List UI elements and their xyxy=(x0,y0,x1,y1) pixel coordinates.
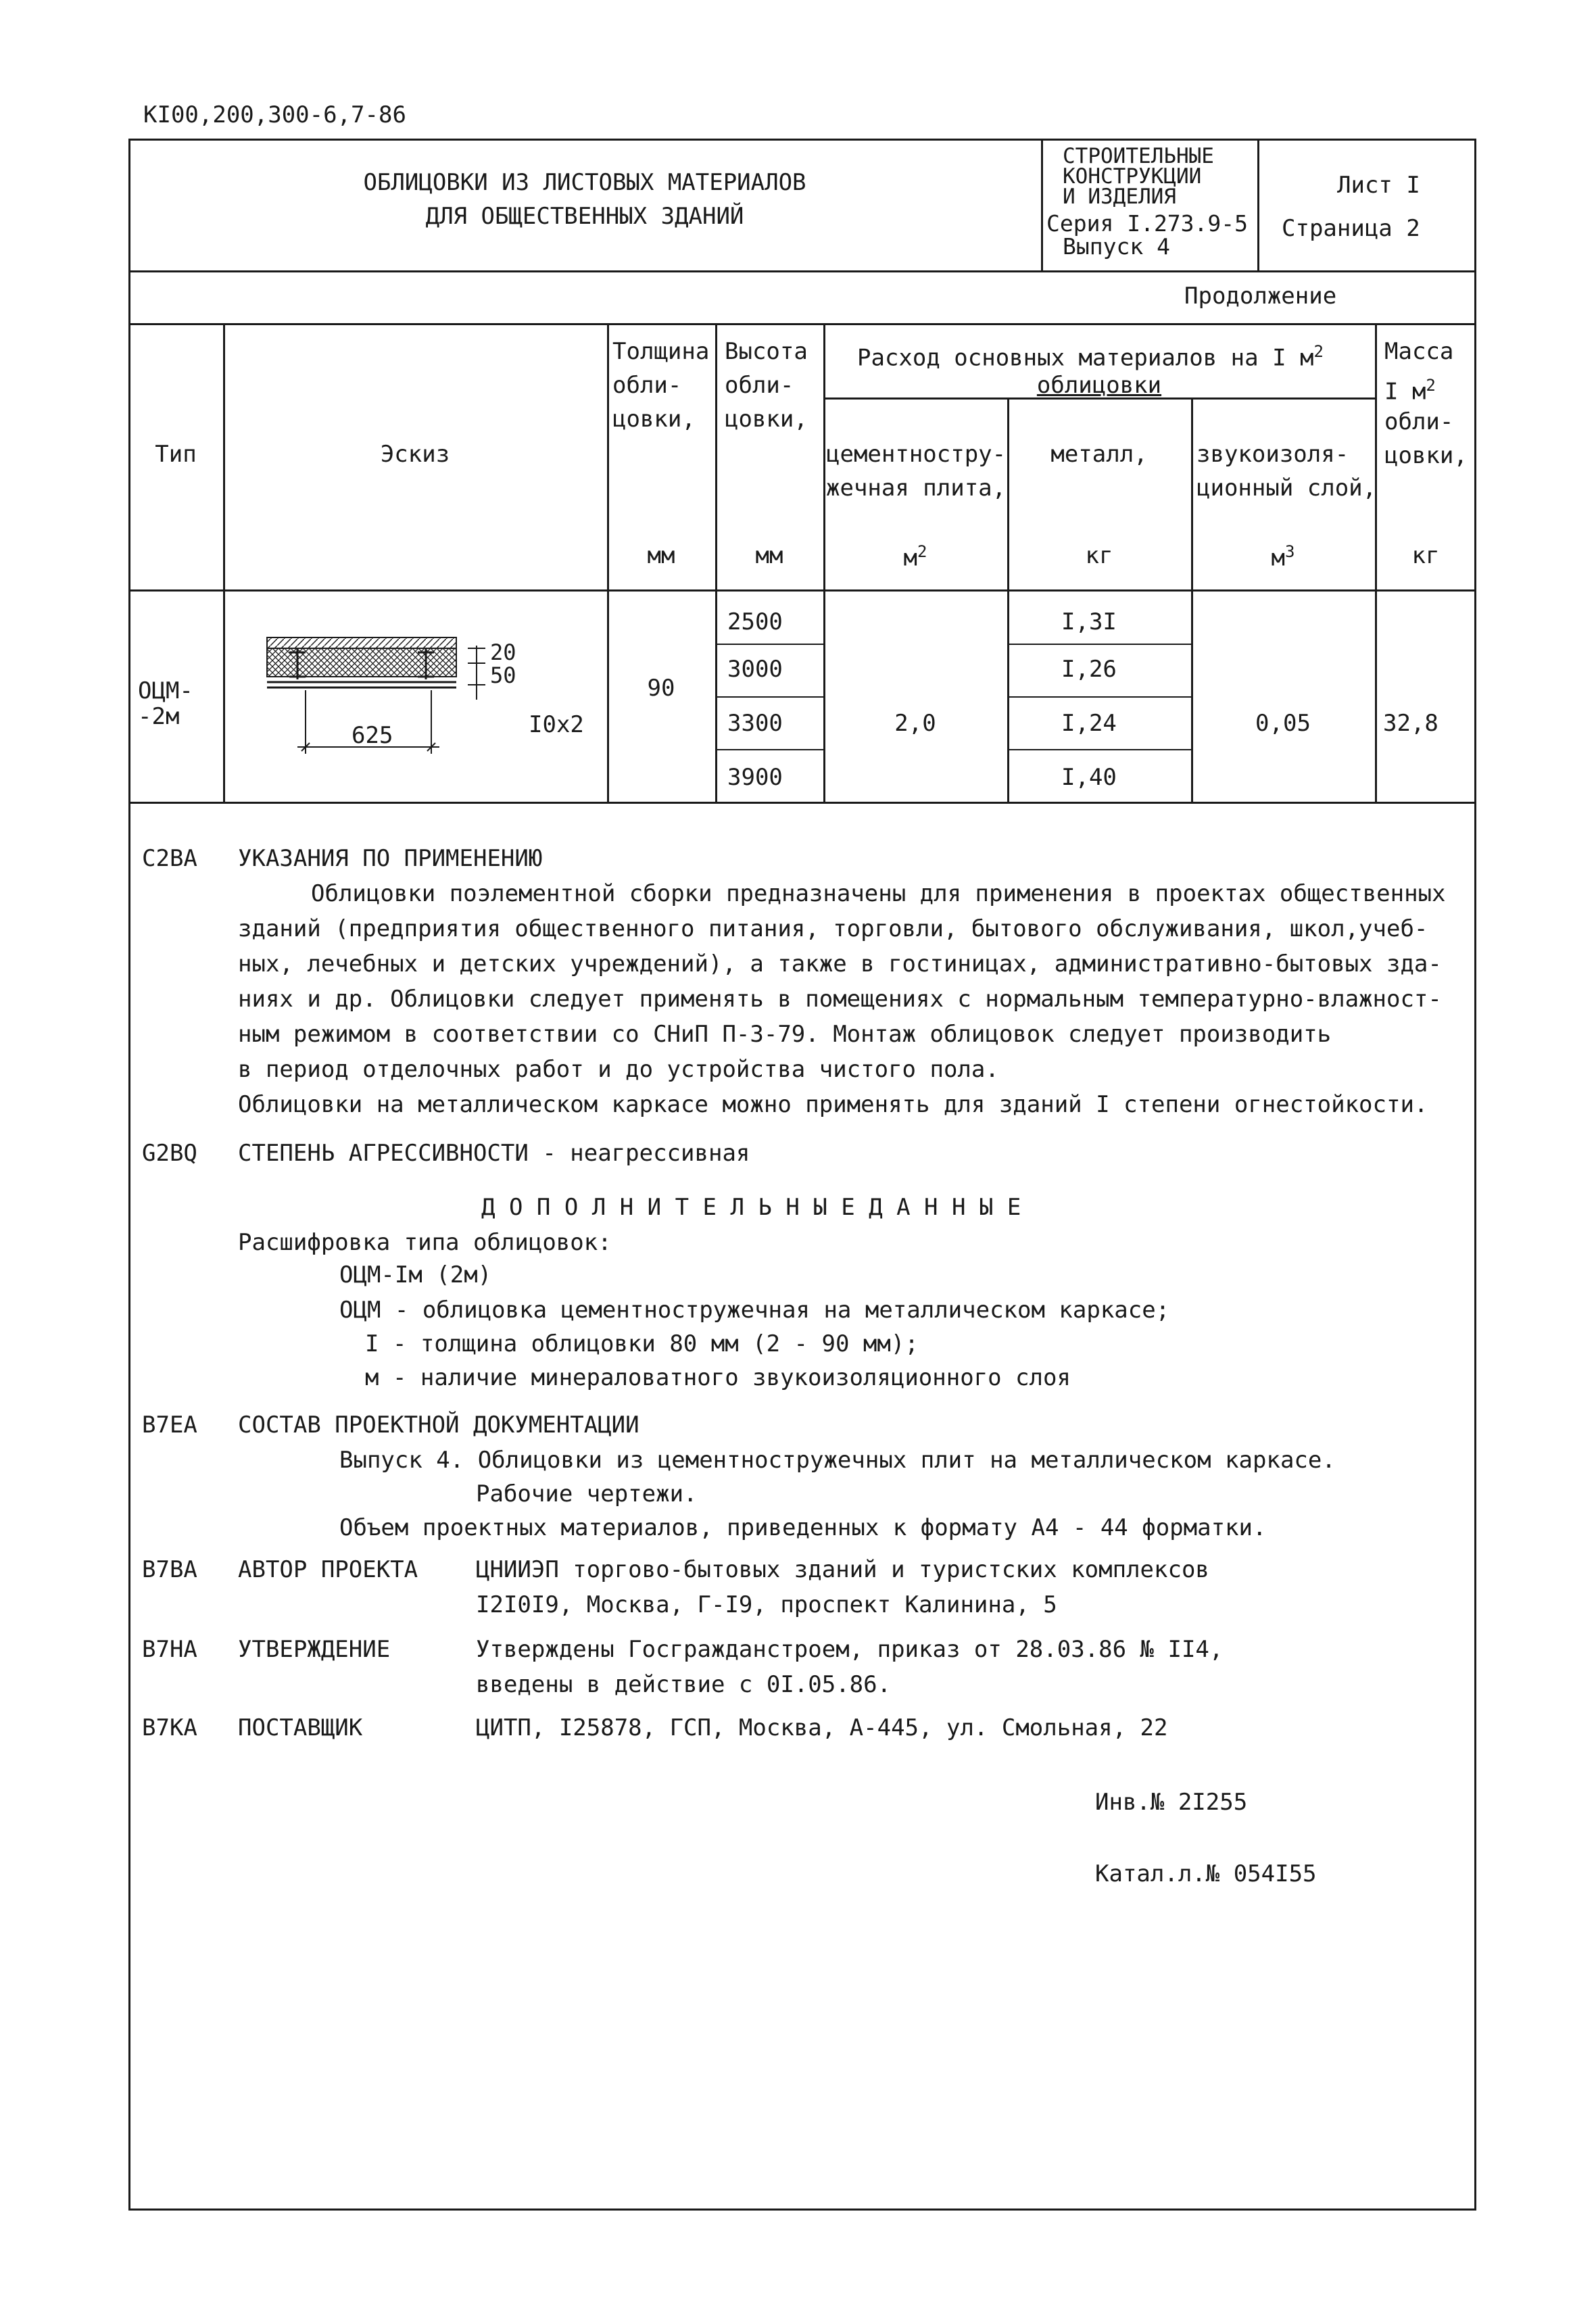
height-value: 3000 xyxy=(727,656,783,683)
document-code: KI00,200,300-6,7-86 xyxy=(143,101,406,128)
inventory-number: Инв.№ 2I255 xyxy=(1095,1789,1248,1816)
decode-line: м - наличие минераловатного звукоизоляционного слоя xyxy=(365,1364,1071,1391)
metal-value: I,3I xyxy=(1061,608,1117,635)
row-rule xyxy=(1007,749,1191,750)
title-block-bottom-rule xyxy=(128,270,1476,272)
catalog-number: Катал.л.№ 054I55 xyxy=(1095,1860,1317,1887)
header-cement-unit-text: м xyxy=(903,544,918,572)
b7ea-line: Выпуск 4. Облицовки из цементностружечных плит на металлическом каркасе. xyxy=(339,1447,1336,1474)
header-consumption-l1 xyxy=(857,338,1324,371)
row-rule xyxy=(1007,696,1191,698)
header-mass-l3: обли- xyxy=(1384,408,1454,435)
header-mass-l2-text: I м xyxy=(1384,378,1426,406)
dim-625: 625 xyxy=(352,722,393,749)
decode-line: I - толщина облицовки 80 мм (2 - 90 мм); xyxy=(365,1330,919,1357)
b7ea-line: Рабочие чертежи. xyxy=(476,1480,698,1507)
height-value: 3900 xyxy=(727,764,783,791)
c2ba-line: в период отделочных работ и до устройства чистого пола. xyxy=(238,1056,999,1083)
type-l1: ОЦМ- xyxy=(138,677,193,704)
table-header-bottom-rule xyxy=(128,589,1476,592)
title-line-1: ОБЛИЦОВКИ ИЗ ЛИСТОВЫХ МАТЕРИАЛОВ xyxy=(363,169,806,196)
series-line-5: Выпуск 4 xyxy=(1063,233,1170,260)
metal-value: I,24 xyxy=(1061,710,1117,737)
header-consumption-text: Расход основных материалов на I м xyxy=(857,344,1314,372)
dim-20: 20 xyxy=(490,640,516,665)
b7ka-text: ЦИТП, I25878, ГСП, Москва, А-445, ул. Смольная, 22 xyxy=(476,1714,1168,1741)
dim-50: 50 xyxy=(490,662,516,688)
header-mass-l2 xyxy=(1384,372,1436,405)
header-thickness-unit: мм xyxy=(647,542,675,569)
cement-board-layer xyxy=(267,637,456,648)
c2ba-line: Облицовки на металлическом каркасе можно применять для зданий I степени огнестойкости. xyxy=(238,1091,1428,1118)
thickness-value: 90 xyxy=(647,675,675,702)
c2ba-line: Облицовки поэлементной сборки предназначены для применения в проектах общественных xyxy=(311,880,1446,907)
series-line-4: Серия I.273.9-5 xyxy=(1046,210,1249,237)
series-line-2: КОНСТРУКЦИИ xyxy=(1063,164,1202,189)
col-rule xyxy=(223,323,225,802)
mass-value: 32,8 xyxy=(1383,710,1438,737)
section-code-b7ha: B7HA xyxy=(142,1636,197,1663)
c2ba-line: ниях и др. Облицовки следует применять в помещениях с нормальным температурно-влажност- xyxy=(238,986,1442,1013)
b7ea-line: Объем проектных материалов, приведенных к формату А4 - 44 форматки. xyxy=(339,1514,1267,1541)
type-l2: -2м xyxy=(138,703,180,730)
col-rule xyxy=(1191,397,1193,802)
header-mass-unit: кг xyxy=(1411,542,1440,569)
header-cement-l2: жечная плита, xyxy=(826,475,1007,502)
c2ba-line: ных, лечебных и детских учреждений), а также в гостиницах, административно-бытовых зда- xyxy=(238,950,1442,978)
table-bottom-rule xyxy=(128,802,1476,804)
b7ha-line: Утверждены Госгражданстроем, приказ от 28.03.86 № II4, xyxy=(476,1636,1224,1663)
header-thickness-l1: Толщина xyxy=(612,338,710,365)
row-rule xyxy=(715,749,823,750)
section-code-c2ba: C2BA xyxy=(142,845,197,872)
header-consumption-l2: облицовки xyxy=(1036,372,1162,399)
section-code-b7ea: B7EA xyxy=(142,1412,197,1439)
row-rule xyxy=(1007,644,1191,645)
height-value: 2500 xyxy=(727,608,783,635)
header-metal: металл, xyxy=(1050,441,1148,468)
continuation-label: Продолжение xyxy=(1184,283,1337,310)
header-height-l2: обли- xyxy=(725,372,794,399)
b7ha-line: введены в действие с 0I.05.86. xyxy=(476,1671,892,1698)
header-insul-unit xyxy=(1191,538,1375,571)
section-code-g2bq: G2BQ xyxy=(142,1140,197,1167)
section-title-c2ba: УКАЗАНИЯ ПО ПРИМЕНЕНИЮ xyxy=(238,845,543,872)
section-title-b7ea: СОСТАВ ПРОЕКТНОЙ ДОКУМЕНТАЦИИ xyxy=(238,1412,639,1439)
header-consumption-sup: 2 xyxy=(1313,342,1324,361)
cement-value: 2,0 xyxy=(894,710,936,737)
decode-line: ОЦМ - облицовка цементностружечная на металлическом каркасе; xyxy=(339,1297,1170,1324)
dim-10x2: I0x2 xyxy=(529,711,584,738)
panel-sketch xyxy=(230,612,605,774)
decode-title: Расшифровка типа облицовок: xyxy=(238,1229,612,1256)
header-mass-l1: Масса xyxy=(1384,338,1454,365)
c2ba-line: зданий (предприятия общественного питания, торговли, бытового обслуживания, школ,учеб- xyxy=(238,915,1428,942)
sheet-number: Лист I xyxy=(1337,172,1420,199)
header-mass-l4: цовки, xyxy=(1384,442,1468,469)
metal-value: I,26 xyxy=(1061,656,1117,683)
insul-value: 0,05 xyxy=(1255,710,1311,737)
b7ba-line: I2I0I9, Москва, Г-I9, проспект Калинина, 5 xyxy=(476,1591,1057,1618)
title-line-2: ДЛЯ ОБЩЕСТВЕННЫХ ЗДАНИЙ xyxy=(425,203,744,230)
section-g2bq-text: СТЕПЕНЬ АГРЕССИВНОСТИ - неагрессивная xyxy=(238,1140,750,1167)
continuation-rule xyxy=(128,323,1476,325)
title-block-divider-2 xyxy=(1257,139,1259,270)
page-number: Страница 2 xyxy=(1282,215,1420,242)
header-cement-unit xyxy=(823,538,1007,571)
header-thickness-l2: обли- xyxy=(612,372,682,399)
header-cement-unit-sup: 2 xyxy=(917,542,927,561)
series-line-1: СТРОИТЕЛЬНЫЕ xyxy=(1063,144,1214,168)
extra-data-title: Д О П О Л Н И Т Е Л Ь Н Ы Е Д А Н Н Ы Е xyxy=(481,1194,1021,1221)
section-title-b7ka: ПОСТАВЩИК xyxy=(238,1714,363,1741)
header-mass-sup: 2 xyxy=(1426,376,1436,395)
c2ba-line: ным режимом в соответствии со СНиП П-3-79. Монтаж облицовок следует производить xyxy=(238,1021,1332,1048)
row-rule xyxy=(715,644,823,645)
b7ba-line: ЦНИИЭП торгово-бытовых зданий и туристских комплексов xyxy=(476,1556,1209,1583)
series-line-3: И ИЗДЕЛИЯ xyxy=(1063,185,1176,209)
header-height-unit: мм xyxy=(755,542,783,569)
header-insul-unit-sup: 3 xyxy=(1285,542,1295,561)
header-sketch: Эскиз xyxy=(380,441,450,468)
height-value: 3300 xyxy=(727,710,783,737)
header-height-l3: цовки, xyxy=(725,406,808,433)
row-rule xyxy=(715,696,823,698)
decode-line: ОЦМ-Iм (2м) xyxy=(339,1261,492,1288)
section-title-b7ha: УТВЕРЖДЕНИЕ xyxy=(238,1636,391,1663)
header-insul-l1: звукоизоля- xyxy=(1196,441,1349,468)
header-type: Тип xyxy=(155,441,197,468)
header-metal-unit: кг xyxy=(1085,542,1113,569)
metal-value: I,40 xyxy=(1061,764,1117,791)
section-code-b7ba: B7BA xyxy=(142,1556,197,1583)
header-insul-unit-text: м xyxy=(1271,544,1286,572)
section-code-b7ka: B7KA xyxy=(142,1714,197,1741)
header-cement-l1: цементностру- xyxy=(826,441,1007,468)
section-title-b7ba: АВТОР ПРОЕКТА xyxy=(238,1556,418,1583)
header-height-l1: Высота xyxy=(725,338,808,365)
title-block-divider xyxy=(1041,139,1043,270)
header-thickness-l3: цовки, xyxy=(612,406,696,433)
header-insul-l2: ционный слой, xyxy=(1196,475,1377,502)
